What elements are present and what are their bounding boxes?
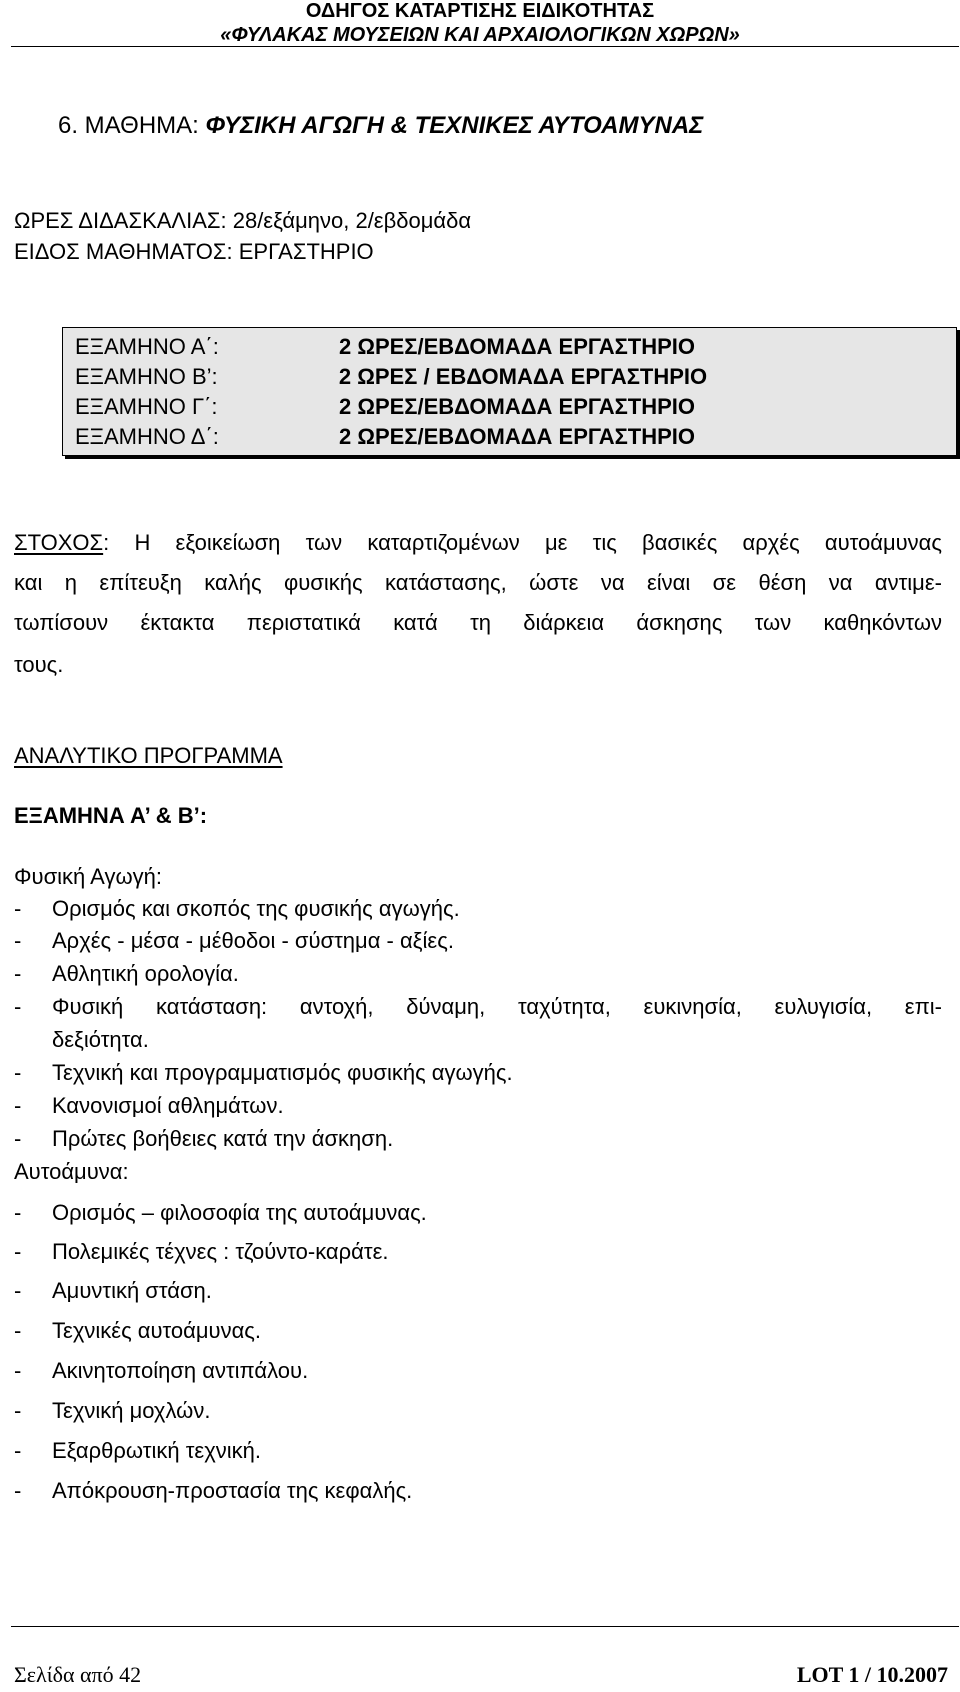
list-item: - Πολεμικές τέχνες : τζούντο-καράτε. bbox=[14, 1239, 389, 1264]
semester-label: ΕΞΑΜΗΝΟ Β’: bbox=[75, 364, 218, 389]
list-item: - Ορισμός και σκοπός της φυσικής αγωγής. bbox=[14, 896, 460, 921]
doc-code: LOT 1 / 10.2007 bbox=[796, 1662, 948, 1687]
list-item: - Φυσική κατάσταση: αντοχή, δύναμη, ταχύτητα, ευκινησία, ευλυγισία, επι- bbox=[14, 994, 942, 1019]
doc-header-title: ΟΔΗΓΟΣ ΚΑΤΑΡΤΙΣΗΣ ΕΙΔΙΚΟΤΗΤΑΣ bbox=[305, 0, 655, 22]
semester-label: ΕΞΑΜΗΝΟ Γ΄: bbox=[75, 394, 218, 419]
goal-line: ΣΤΟΧΟΣ: Η εξοικείωση των καταρτιζομένων με τις βασικές αρχές αυτοάμυνας bbox=[14, 530, 942, 555]
list-item: - Ακινητοποίηση αντιπάλου. bbox=[14, 1358, 309, 1383]
list-item: - Ορισμός – φιλοσοφία της αυτοάμυνας. bbox=[14, 1200, 427, 1225]
list-item: - Απόκρουση-προστασία της κεφαλής. bbox=[14, 1478, 413, 1503]
list-item: - Τεχνικές αυτοάμυνας. bbox=[14, 1318, 262, 1343]
program-title: ΑΝΑΛΥΤΙΚΟ ΠΡΟΓΡΑΜΜΑ bbox=[14, 743, 283, 768]
semester-hours: 2 ΩΡΕΣ/ΕΒΔΟΜΑΔΑ ΕΡΓΑΣΤΗΡΙΟ bbox=[338, 334, 696, 359]
lesson-number: 6. ΜΑΘΗΜΑ: bbox=[58, 112, 199, 139]
pe-heading: Φυσική Αγωγή: bbox=[14, 864, 162, 889]
lesson-name: ΦΥΣΙΚΗ ΑΓΩΓΗ & ΤΕΧΝΙΚΕΣ ΑΥΤΟΑΜΥΝΑΣ bbox=[205, 112, 704, 139]
semester-label: ΕΞΑΜΗΝΟ Α΄: bbox=[75, 334, 219, 359]
list-item: - Τεχνική και προγραμματισμός φυσικής αγωγής. bbox=[14, 1060, 513, 1085]
semester-label: ΕΞΑΜΗΝΟ Δ΄: bbox=[75, 424, 219, 449]
semesters-heading: ΕΞΑΜΗΝΑ Α’ & Β’: bbox=[14, 803, 208, 828]
list-item: - Αρχές - μέσα - μέθοδοι - σύστημα - αξίες. bbox=[14, 928, 454, 953]
list-item: - Εξαρθρωτική τεχνική. bbox=[14, 1438, 261, 1463]
list-item-continuation: δεξιότητα. bbox=[52, 1027, 149, 1052]
goal-line: τους. bbox=[14, 652, 64, 677]
list-item: - Αθλητική ορολογία. bbox=[14, 961, 239, 986]
semester-hours: 2 ΩΡΕΣ/ΕΒΔΟΜΑΔΑ ΕΡΓΑΣΤΗΡΙΟ bbox=[338, 394, 696, 419]
semester-hours-box bbox=[62, 327, 957, 456]
goal-line: τωπίσουν έκτακτα περιστατικά κατά τη διάρκεια άσκησης των καθηκόντων bbox=[14, 610, 942, 635]
page-number: Σελίδα από 42 bbox=[14, 1662, 142, 1687]
list-item: - Πρώτες βοήθειες κατά την άσκηση. bbox=[14, 1126, 394, 1151]
footer-rule bbox=[11, 1626, 959, 1627]
goal-label: ΣΤΟΧΟΣ bbox=[14, 530, 104, 555]
list-item: - Αμυντική στάση. bbox=[14, 1278, 212, 1303]
doc-header-subtitle: «ΦΥΛΑΚΑΣ ΜΟΥΣΕΙΩΝ ΚΑΙ ΑΡΧΑΙΟΛΟΓΙΚΩΝ ΧΩΡΩΝ» bbox=[220, 24, 740, 46]
lesson-type: ΕΙΔΟΣ ΜΑΘΗΜΑΤΟΣ: ΕΡΓΑΣΤΗΡΙΟ bbox=[14, 239, 374, 264]
teaching-hours: ΩΡΕΣ ΔΙΔΑΣΚΑΛΙΑΣ: 28/εξάμηνο, 2/εβδομάδα bbox=[14, 208, 472, 233]
list-item: - Κανονισμοί αθλημάτων. bbox=[14, 1093, 284, 1118]
header-rule bbox=[11, 46, 959, 47]
list-item: - Τεχνική μοχλών. bbox=[14, 1398, 211, 1423]
goal-line: και η επίτευξη καλής φυσικής κατάστασης, ώστε να είναι σε θέση να αντιμε- bbox=[14, 570, 942, 595]
lesson-title bbox=[58, 112, 703, 140]
sd-heading: Αυτοάμυνα: bbox=[14, 1159, 129, 1184]
semester-hours: 2 ΩΡΕΣ/ΕΒΔΟΜΑΔΑ ΕΡΓΑΣΤΗΡΙΟ bbox=[338, 424, 696, 449]
semester-hours: 2 ΩΡΕΣ / ΕΒΔΟΜΑΔΑ ΕΡΓΑΣΤΗΡΙΟ bbox=[338, 364, 708, 389]
